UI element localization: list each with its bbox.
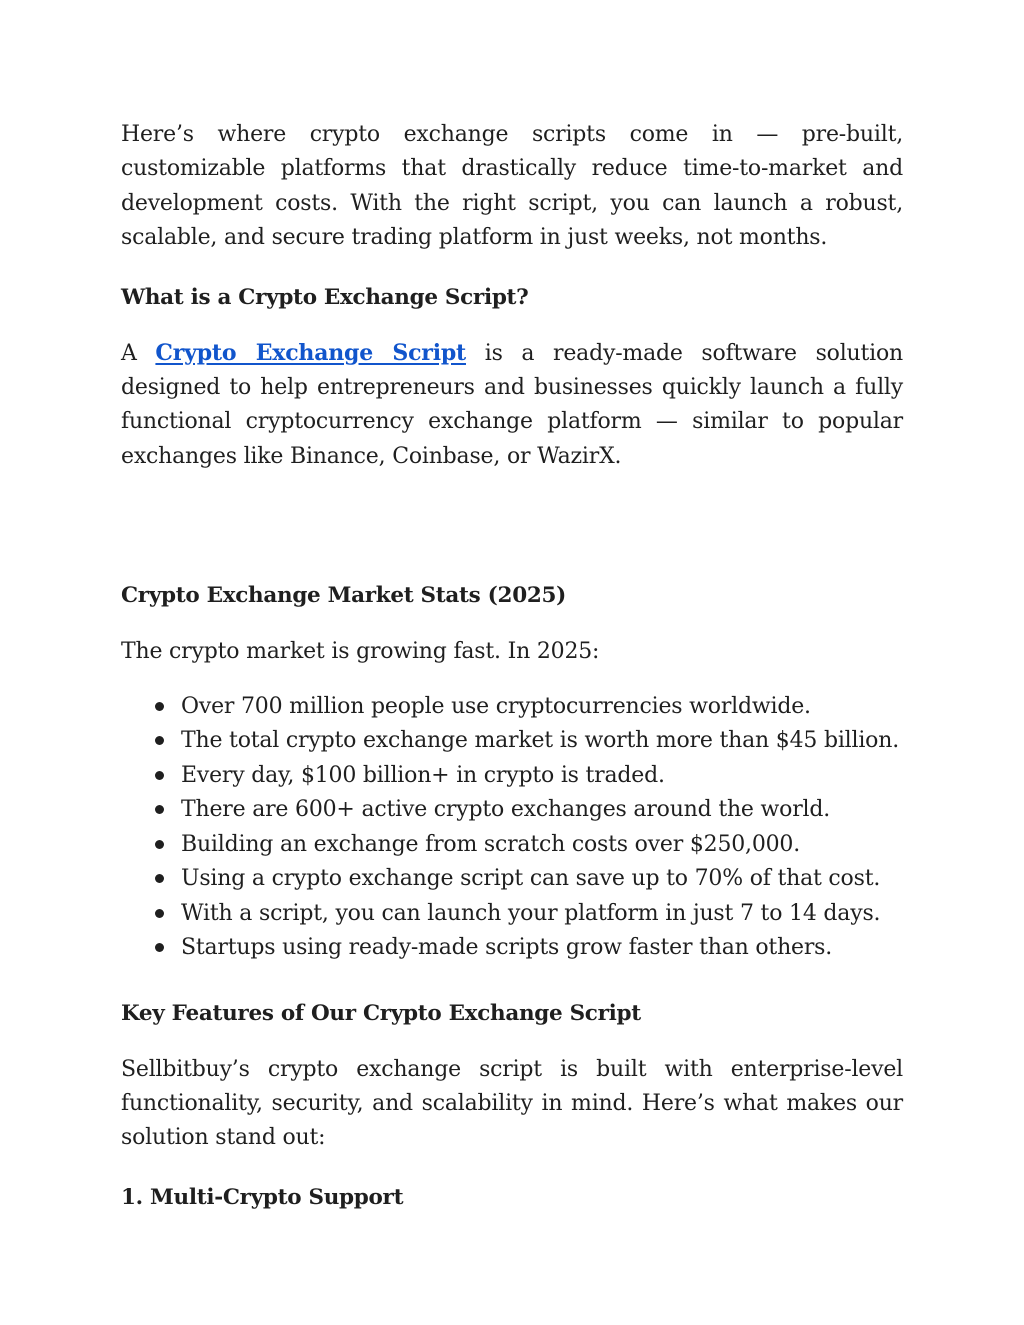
definition-suffix: is a ready-made software solution designed to help entrepreneurs and businesses quickly launch a fully functional cryptocurrency exchange platform — similar to popular exchanges like Binance, Coinbase, or WazirX. <box>121 340 903 469</box>
definition-prefix: A <box>121 340 156 366</box>
list-item <box>121 931 903 966</box>
bullet-icon <box>155 874 164 883</box>
bullet-icon <box>155 771 164 780</box>
bullet-icon <box>155 943 164 952</box>
market-stats-intro: The crypto market is growing fast. In 2025: <box>121 639 600 665</box>
key-features-heading: Key Features of Our Crypto Exchange Script <box>121 1000 641 1026</box>
list-item <box>121 690 903 725</box>
list-item-text: Using a crypto exchange script can save up to 70% of that cost. <box>181 866 881 892</box>
list-item <box>121 828 903 863</box>
multi-crypto-support-heading: 1. Multi-Crypto Support <box>121 1184 404 1210</box>
bullet-icon <box>155 702 164 711</box>
key-features-paragraph: Sellbitbuy’s crypto exchange script is built with enterprise-level functionality, security, and scalability in mind. Here’s what makes our solution stand out: <box>121 1056 903 1151</box>
list-item-text: Over 700 million people use cryptocurrencies worldwide. <box>181 693 811 719</box>
list-item <box>121 724 903 759</box>
list-item-text: Building an exchange from scratch costs over $250,000. <box>181 831 801 857</box>
intro-paragraph: Here’s where crypto exchange scripts come in — pre-built, customizable platforms that drastically reduce time-to-market and development costs. With the right script, you can launch a robust, scalable, and secure trading platform in just weeks, not months. <box>121 122 903 251</box>
crypto-exchange-script-link[interactable]: Crypto Exchange Script <box>155 339 466 366</box>
list-item <box>121 862 903 897</box>
list-item-text: Startups using ready-made scripts grow faster than others. <box>181 935 833 961</box>
list-item-text: Every day, $100 billion+ in crypto is traded. <box>181 762 665 788</box>
document-page <box>121 118 903 1213</box>
bullet-icon <box>155 909 164 918</box>
market-stats-heading: Crypto Exchange Market Stats (2025) <box>121 583 567 609</box>
bullet-icon <box>155 840 164 849</box>
list-item <box>121 897 903 932</box>
bullet-icon <box>155 805 164 814</box>
list-item-text: The total crypto exchange market is worth more than $45 billion. <box>181 728 899 754</box>
list-item <box>121 759 903 794</box>
definition-paragraph <box>121 336 903 475</box>
market-stats-list <box>121 690 903 966</box>
list-item-text: There are 600+ active crypto exchanges around the world. <box>181 797 831 823</box>
what-is-heading: What is a Crypto Exchange Script? <box>121 284 529 310</box>
bullet-icon <box>155 736 164 745</box>
list-item <box>121 793 903 828</box>
list-item-text: With a script, you can launch your platform in just 7 to 14 days. <box>181 900 881 926</box>
